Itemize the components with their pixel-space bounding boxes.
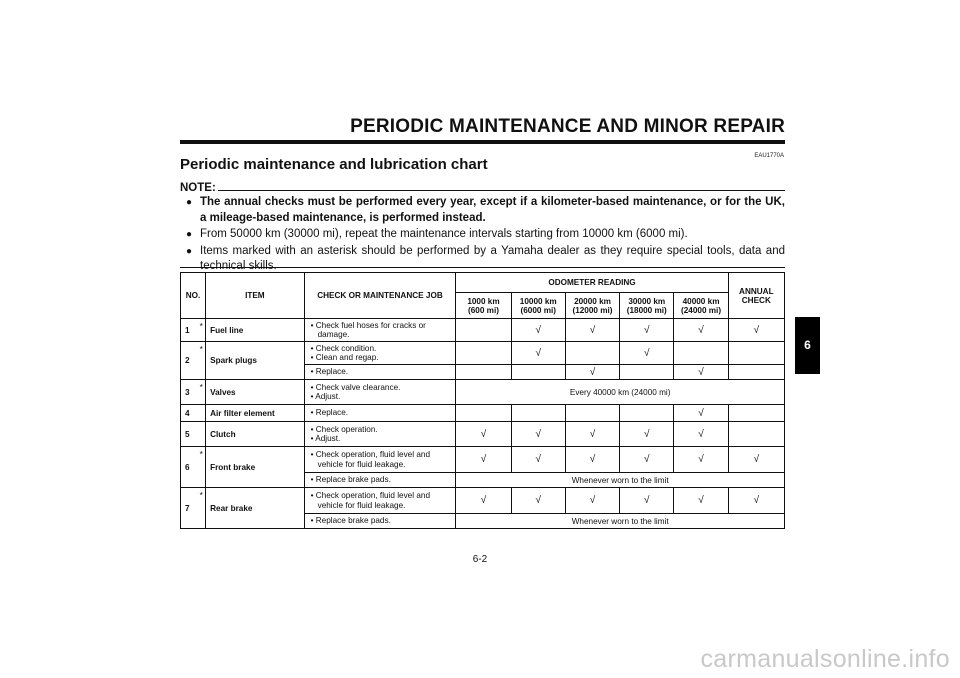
header-item: ITEM bbox=[206, 273, 304, 319]
check-mark: √ bbox=[728, 447, 784, 473]
watermark: carmanualsonline.info bbox=[700, 645, 950, 673]
item-name: Clutch bbox=[206, 422, 304, 447]
bullet-icon: • bbox=[310, 408, 316, 418]
check-mark: √ bbox=[511, 422, 565, 447]
table-row bbox=[181, 422, 785, 447]
check-mark: √ bbox=[620, 488, 674, 514]
note-bullet: ● From 50000 km (30000 mi), repeat the maintenance intervals starting from 10000 km (6000 mi). bbox=[186, 227, 785, 243]
empty-cell bbox=[456, 342, 511, 365]
check-mark: √ bbox=[565, 447, 619, 473]
empty-cell bbox=[728, 422, 784, 447]
maintenance-job bbox=[304, 380, 456, 405]
header-odometer: ODOMETER READING bbox=[456, 273, 728, 293]
bullet-icon: • bbox=[310, 491, 316, 500]
check-mark: √ bbox=[674, 365, 728, 380]
row-number: 3 bbox=[181, 380, 198, 405]
item-name: Valves bbox=[206, 380, 304, 405]
check-mark: √ bbox=[511, 319, 565, 342]
bullet-icon: • bbox=[310, 434, 316, 443]
header-interval: 30000 km (18000 mi) bbox=[620, 293, 674, 319]
empty-cell bbox=[456, 405, 511, 422]
maintenance-chart-table bbox=[180, 272, 785, 529]
job-line: • Check operation. bbox=[310, 424, 378, 434]
bullet-icon: ● bbox=[186, 197, 193, 208]
header-interval: 40000 km (24000 mi) bbox=[674, 293, 728, 319]
job-line: • Check condition. bbox=[310, 343, 377, 353]
item-name: Spark plugs bbox=[206, 342, 304, 380]
document-code: EAU1770A bbox=[754, 153, 784, 159]
check-mark: √ bbox=[511, 488, 565, 514]
item-name: Fuel line bbox=[206, 319, 304, 342]
maintenance-job bbox=[304, 405, 456, 422]
item-name: Front brake bbox=[206, 447, 304, 488]
check-mark: √ bbox=[511, 447, 565, 473]
job-line: • Check operation, fluid level and vehicle for fluid leakage. bbox=[310, 491, 430, 510]
asterisk-marker: * bbox=[198, 488, 206, 529]
table-row bbox=[181, 405, 785, 422]
bullet-icon: • bbox=[310, 450, 316, 459]
check-mark: √ bbox=[728, 488, 784, 514]
check-mark: √ bbox=[565, 422, 619, 447]
maintenance-job bbox=[304, 488, 456, 514]
job-line: • Replace. bbox=[310, 408, 349, 418]
header-interval: 10000 km (6000 mi) bbox=[511, 293, 565, 319]
check-mark: √ bbox=[674, 422, 728, 447]
check-mark: √ bbox=[456, 422, 511, 447]
table-top-rule bbox=[180, 267, 785, 268]
check-mark: √ bbox=[674, 405, 728, 422]
asterisk-marker: * bbox=[198, 342, 206, 380]
check-mark: √ bbox=[620, 447, 674, 473]
bullet-icon: • bbox=[310, 392, 316, 401]
note-bullet: ● The annual checks must be performed every year, except if a kilometer-based maintenance, or for the UK, a mileage-based maintenance, is performed instead. bbox=[186, 195, 785, 226]
table-row bbox=[181, 447, 785, 473]
maintenance-job bbox=[304, 342, 456, 365]
maintenance-job bbox=[304, 422, 456, 447]
row-number: 7 bbox=[181, 488, 198, 529]
row-number: 4 bbox=[181, 405, 198, 422]
header-interval: 1000 km (600 mi) bbox=[456, 293, 511, 319]
table-row bbox=[181, 342, 785, 365]
header-no: NO. bbox=[181, 273, 206, 319]
check-mark: √ bbox=[565, 488, 619, 514]
check-mark: √ bbox=[565, 319, 619, 342]
maintenance-job bbox=[304, 514, 456, 529]
check-mark: √ bbox=[456, 488, 511, 514]
asterisk-marker: * bbox=[198, 319, 206, 342]
job-line: • Check operation, fluid level and vehicle for fluid leakage. bbox=[310, 450, 430, 469]
asterisk-marker: * bbox=[198, 380, 206, 405]
check-mark: √ bbox=[620, 319, 674, 342]
job-line: • Check valve clearance. bbox=[310, 382, 401, 392]
check-mark: √ bbox=[674, 447, 728, 473]
asterisk-marker bbox=[198, 405, 206, 422]
job-line: • Adjust. bbox=[310, 392, 341, 401]
row-number: 5 bbox=[181, 422, 198, 447]
section-title: Periodic maintenance and lubrication chart bbox=[180, 156, 488, 173]
bullet-icon: • bbox=[310, 382, 316, 392]
note-bullets bbox=[186, 195, 785, 276]
interval-note: Whenever worn to the limit bbox=[456, 473, 785, 488]
bullet-icon: • bbox=[310, 343, 316, 353]
note-bullet: ● Items marked with an asterisk should be performed by a Yamaha dealer as they require special tools, data and technical skills. bbox=[186, 244, 785, 275]
empty-cell bbox=[456, 319, 511, 342]
empty-cell bbox=[728, 342, 784, 365]
table-row bbox=[181, 488, 785, 514]
note-divider bbox=[218, 190, 785, 191]
empty-cell bbox=[620, 405, 674, 422]
check-mark: √ bbox=[728, 319, 784, 342]
bullet-icon: • bbox=[310, 424, 316, 434]
row-number: 1 bbox=[181, 319, 198, 342]
maintenance-job bbox=[304, 319, 456, 342]
job-line: • Adjust. bbox=[310, 434, 341, 443]
empty-cell bbox=[728, 405, 784, 422]
check-mark: √ bbox=[456, 447, 511, 473]
check-mark: √ bbox=[565, 365, 619, 380]
bullet-icon: ● bbox=[186, 245, 193, 257]
bullet-icon: • bbox=[310, 367, 316, 377]
check-mark: √ bbox=[620, 342, 674, 365]
empty-cell bbox=[674, 342, 728, 365]
job-line: • Replace brake pads. bbox=[310, 475, 391, 485]
header-rule bbox=[180, 140, 785, 144]
item-name: Air filter element bbox=[206, 405, 304, 422]
empty-cell bbox=[565, 342, 619, 365]
page-number: 6-2 bbox=[472, 554, 488, 565]
asterisk-marker bbox=[198, 422, 206, 447]
asterisk-marker: * bbox=[198, 447, 206, 488]
job-line: • Clean and regap. bbox=[310, 353, 379, 362]
page-header-title: PERIODIC MAINTENANCE AND MINOR REPAIR bbox=[350, 116, 785, 137]
job-line: • Replace brake pads. bbox=[310, 516, 391, 526]
empty-cell bbox=[565, 405, 619, 422]
table-row bbox=[181, 319, 785, 342]
empty-cell bbox=[728, 365, 784, 380]
empty-cell bbox=[511, 365, 565, 380]
empty-cell bbox=[456, 365, 511, 380]
header-annual: ANNUAL CHECK bbox=[728, 273, 784, 319]
job-line: • Replace. bbox=[310, 367, 349, 377]
bullet-icon: • bbox=[310, 320, 316, 330]
job-line: • Check fuel hoses for cracks or damage. bbox=[310, 320, 426, 339]
header-interval: 20000 km (12000 mi) bbox=[565, 293, 619, 319]
maintenance-job bbox=[304, 473, 456, 488]
table-row bbox=[181, 380, 785, 405]
interval-note: Every 40000 km (24000 mi) bbox=[456, 380, 785, 405]
bullet-icon: • bbox=[310, 353, 316, 362]
header-check: CHECK OR MAINTENANCE JOB bbox=[304, 273, 456, 319]
chapter-tab: 6 bbox=[795, 317, 820, 374]
bullet-icon: ● bbox=[186, 229, 193, 240]
empty-cell bbox=[511, 405, 565, 422]
check-mark: √ bbox=[674, 488, 728, 514]
bullet-icon: • bbox=[310, 475, 316, 485]
table-body bbox=[181, 319, 785, 529]
empty-cell bbox=[620, 365, 674, 380]
item-name: Rear brake bbox=[206, 488, 304, 529]
check-mark: √ bbox=[674, 319, 728, 342]
row-number: 2 bbox=[181, 342, 198, 380]
check-mark: √ bbox=[620, 422, 674, 447]
bullet-icon: • bbox=[310, 516, 316, 526]
row-number: 6 bbox=[181, 447, 198, 488]
note-label: NOTE: bbox=[180, 182, 216, 194]
check-mark: √ bbox=[511, 342, 565, 365]
interval-note: Whenever worn to the limit bbox=[456, 514, 785, 529]
maintenance-job bbox=[304, 447, 456, 473]
maintenance-job bbox=[304, 365, 456, 380]
